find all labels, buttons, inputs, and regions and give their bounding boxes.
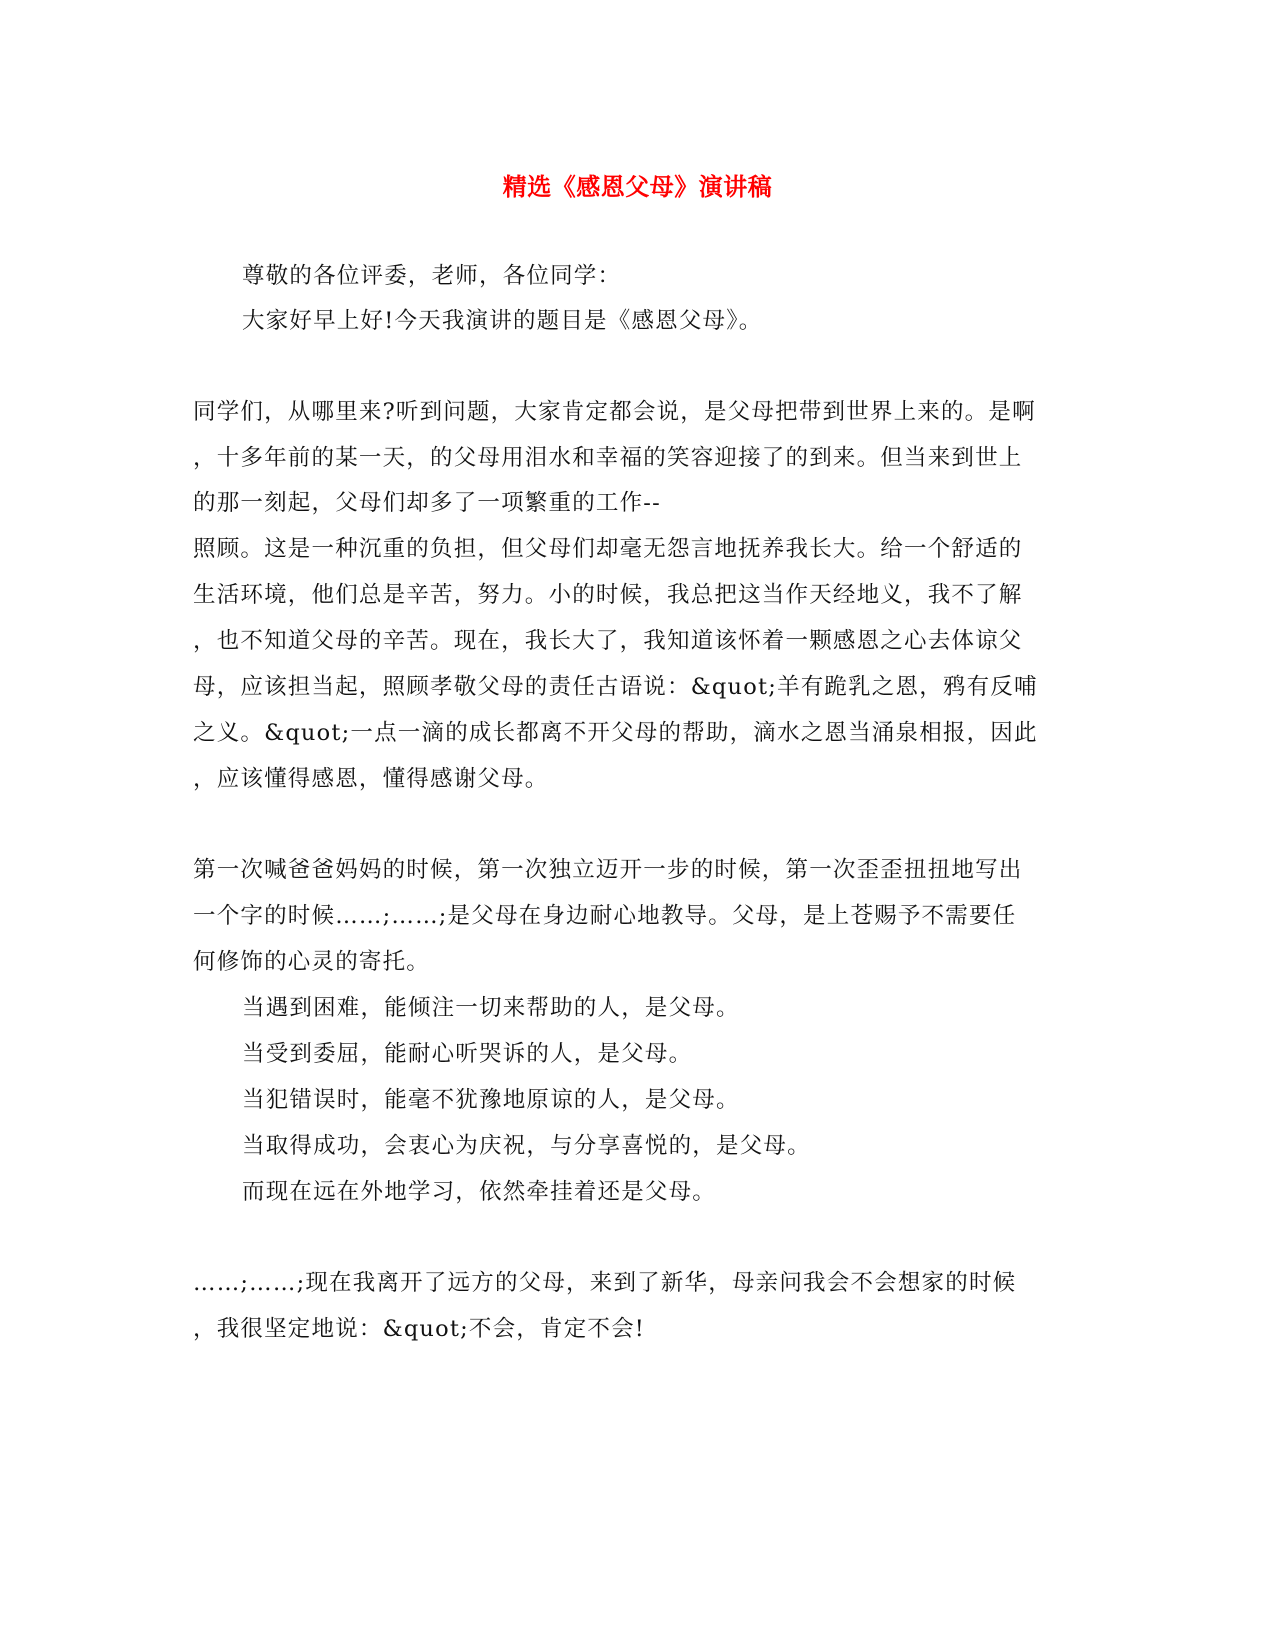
paragraph-line: 母，应该担当起，照顾孝敬父母的责任古语说：&quot;羊有跪乳之恩，鸦有反哺 [193,674,1038,700]
paragraph-line: 生活环境，他们总是辛苦，努力。小的时候，我总把这当作天经地义，我不了解 [193,582,1023,608]
paragraph-line: ，我很坚定地说：&quot;不会，肯定不会! [193,1316,646,1342]
salutation-line: 尊敬的各位评委，老师，各位同学： [242,263,622,289]
greeting-line: 大家好早上好!今天我演讲的题目是《感恩父母》。 [242,308,763,334]
paragraph-line: 照顾。这是一种沉重的负担，但父母们却毫无怨言地抚养我长大。给一个舒适的 [193,536,1023,562]
paragraph-line: 当犯错误时，能毫不犹豫地原谅的人，是父母。 [242,1087,740,1113]
paragraph-line: 同学们，从哪里来?听到问题，大家肯定都会说，是父母把带到世界上来的。是啊 [193,399,1036,425]
document-title: 精选《感恩父母》演讲稿 [502,172,773,201]
paragraph-line: 何修饰的心灵的寄托。 [193,949,431,975]
paragraph-line: 之义。&quot;一点一滴的成长都离不开父母的帮助，滴水之恩当涌泉相报，因此 [193,720,1038,746]
paragraph-line: 当取得成功，会衷心为庆祝，与分享喜悦的，是父母。 [242,1133,811,1159]
paragraph-line: 一个字的时候……;……;是父母在身边耐心地教导。父母，是上苍赐予不需要任 [193,903,1017,929]
paragraph-line: 当遇到困难，能倾注一切来帮助的人，是父母。 [242,995,740,1021]
paragraph-line: ，十多年前的某一天，的父母用泪水和幸福的笑容迎接了的到来。但当来到世上 [193,445,1023,471]
paragraph-line: ……;……;现在我离开了远方的父母，来到了新华，母亲问我会不会想家的时候 [193,1270,1017,1296]
paragraph-line: ，应该懂得感恩，懂得感谢父母。 [193,766,549,792]
paragraph-line: 的那一刻起，父母们却多了一项繁重的工作-- [193,490,661,516]
paragraph-line: 第一次喊爸爸妈妈的时候，第一次独立迈开一步的时候，第一次歪歪扭扭地写出 [193,857,1023,883]
paragraph-line: 当受到委屈，能耐心听哭诉的人，是父母。 [242,1041,693,1067]
paragraph-line: ，也不知道父母的辛苦。现在，我长大了，我知道该怀着一颗感恩之心去体谅父 [193,628,1023,654]
paragraph-line: 而现在远在外地学习，依然牵挂着还是父母。 [242,1179,717,1205]
